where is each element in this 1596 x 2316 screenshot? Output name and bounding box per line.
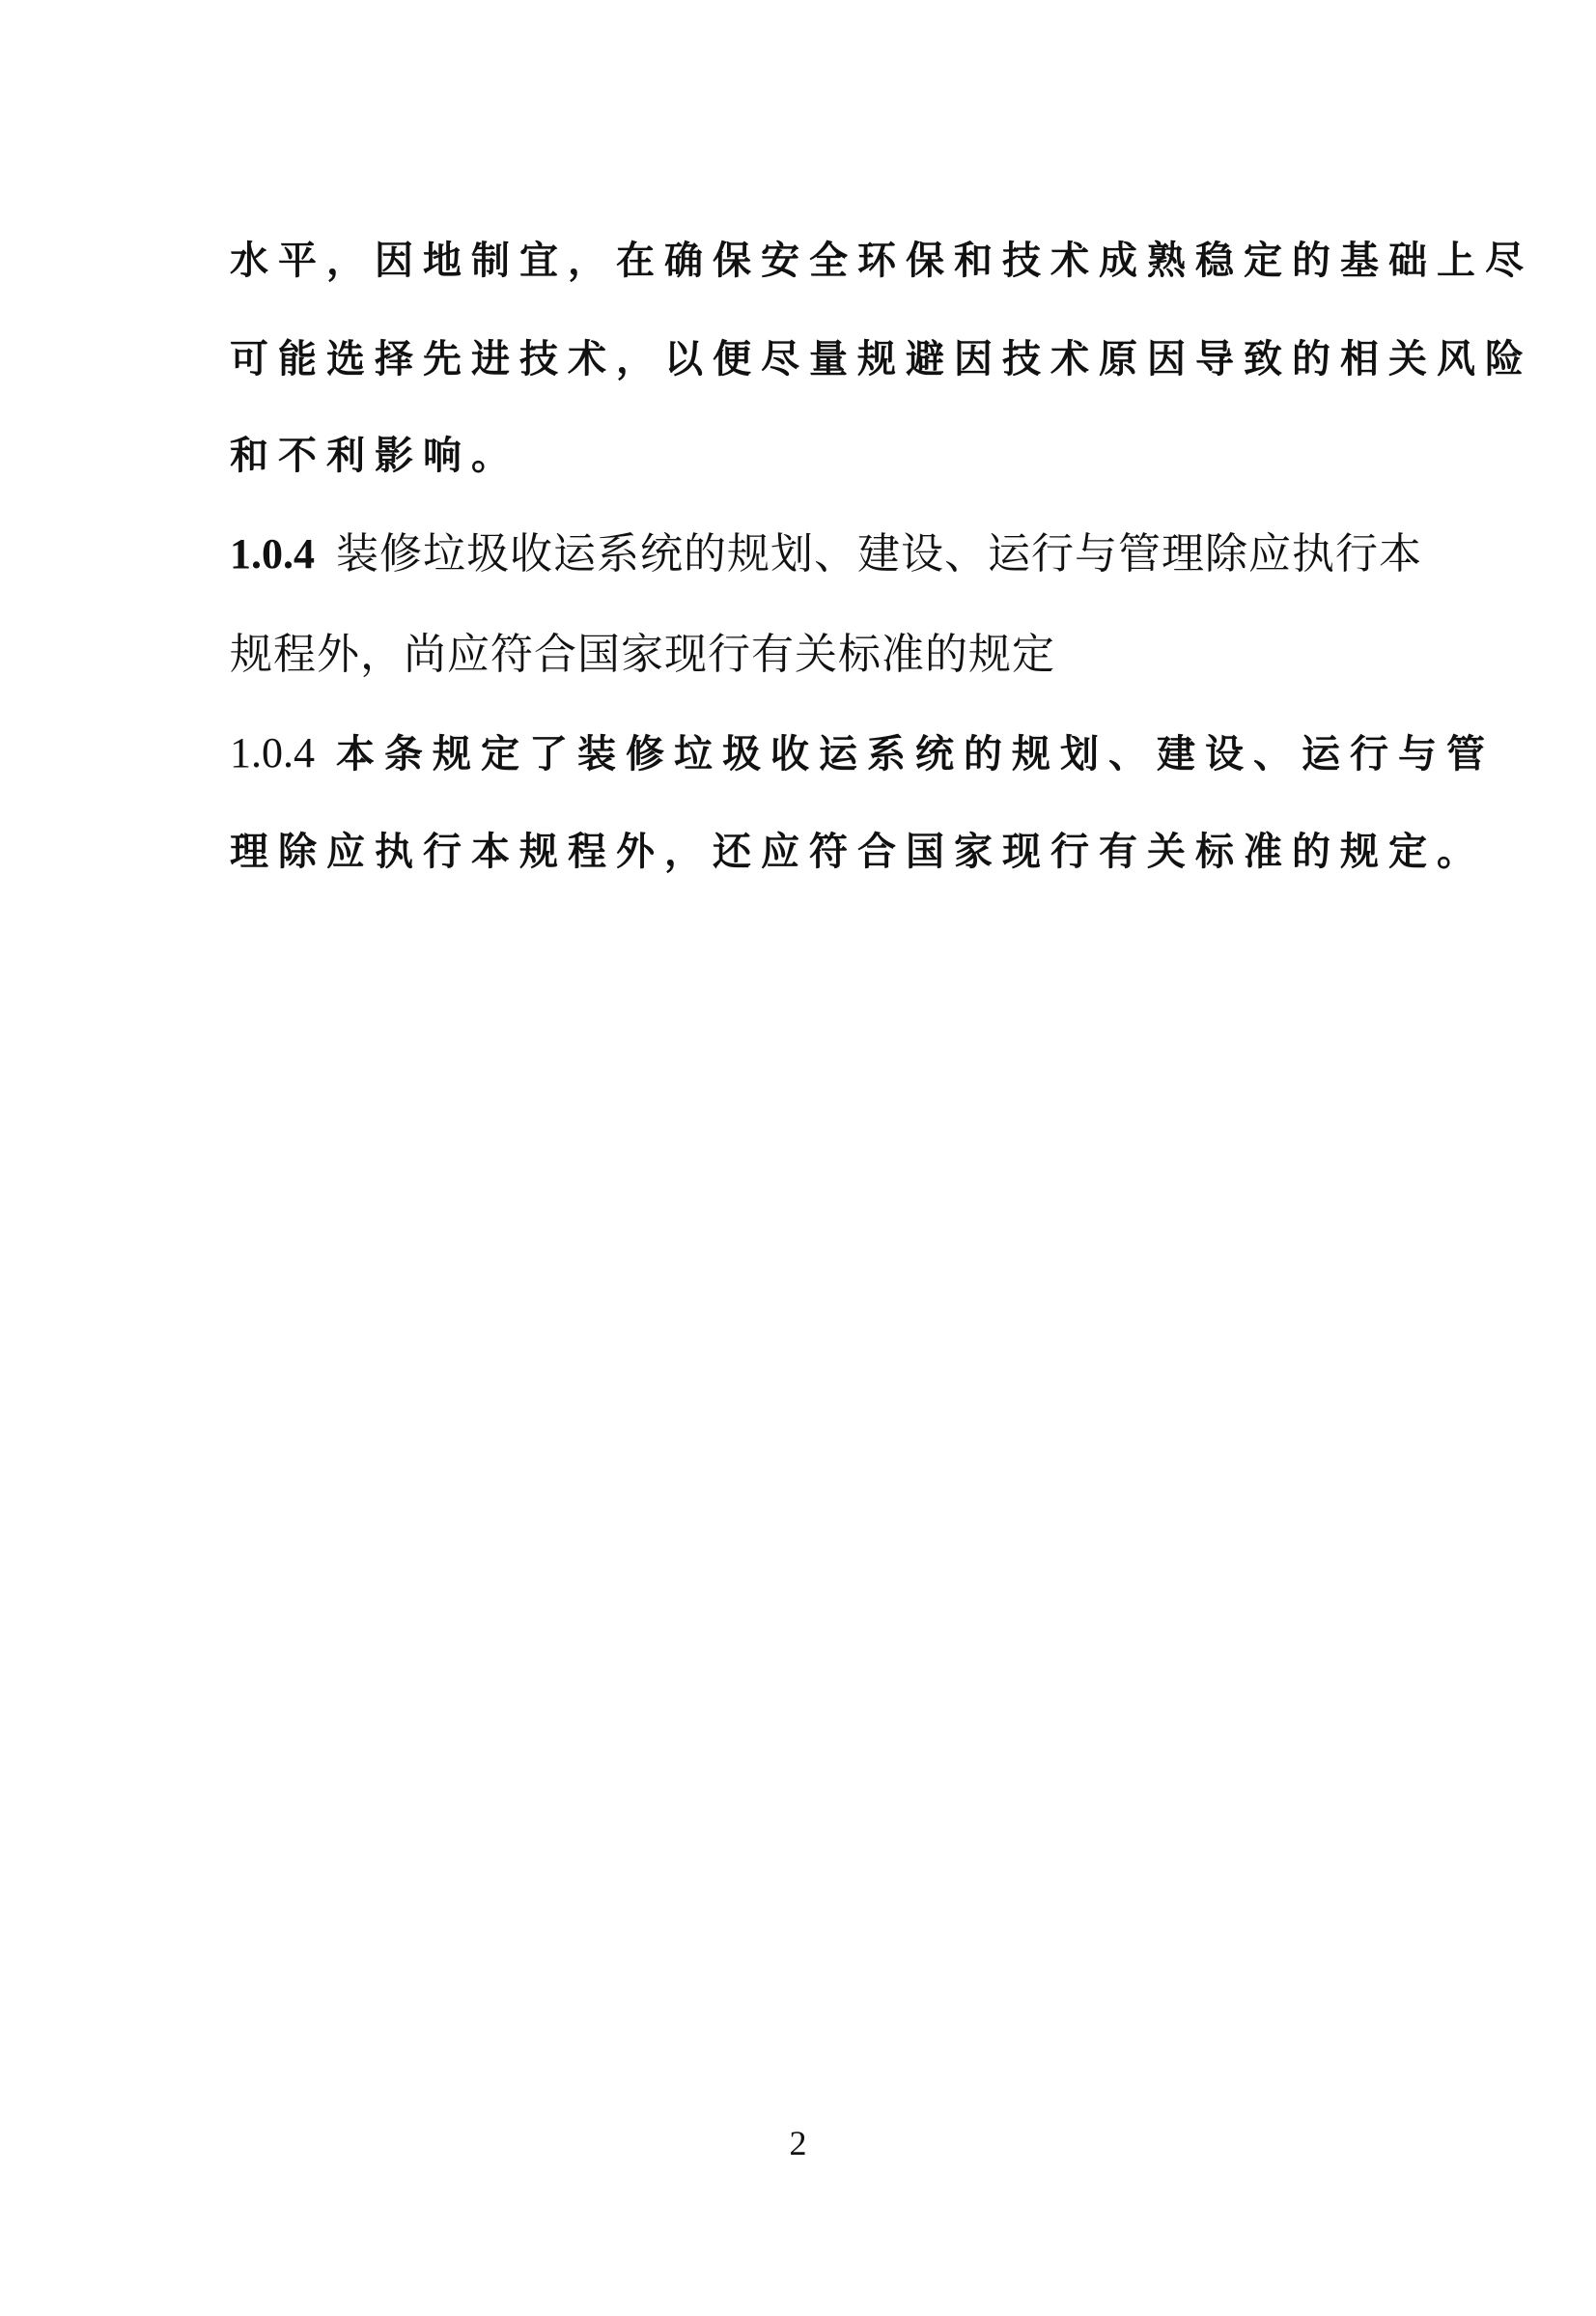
provision-line-1 <box>230 530 1422 578</box>
provision-text-1: 装修垃圾收运系统的规划、建设、运行与管理除应执行本 <box>336 530 1422 578</box>
commentary-clause-number: 1.0.4 <box>230 729 315 777</box>
commentary-line-1: 水平，因地制宜，在确保安全环保和技术成熟稳定的基础上尽 <box>230 238 1533 283</box>
commentary-line-2: 可能选择先进技术，以便尽量规避因技术原因导致的相关风险 <box>230 336 1533 381</box>
provision-clause-number: 1.0.4 <box>230 530 315 578</box>
provision-line-2: 规程外，尚应符合国家现行有关标准的规定 <box>230 631 1055 678</box>
commentary-clause-line-2: 理除应执行本规程外，还应符合国家现行有关标准的规定。 <box>230 829 1485 874</box>
commentary-line-3: 和不利影响。 <box>230 433 519 478</box>
commentary-clause-line-1 <box>230 729 1495 777</box>
page-number: 2 <box>789 2124 807 2162</box>
commentary-text-1: 本条规定了装修垃圾收运系统的规划、建设、运行与管 <box>336 731 1495 777</box>
